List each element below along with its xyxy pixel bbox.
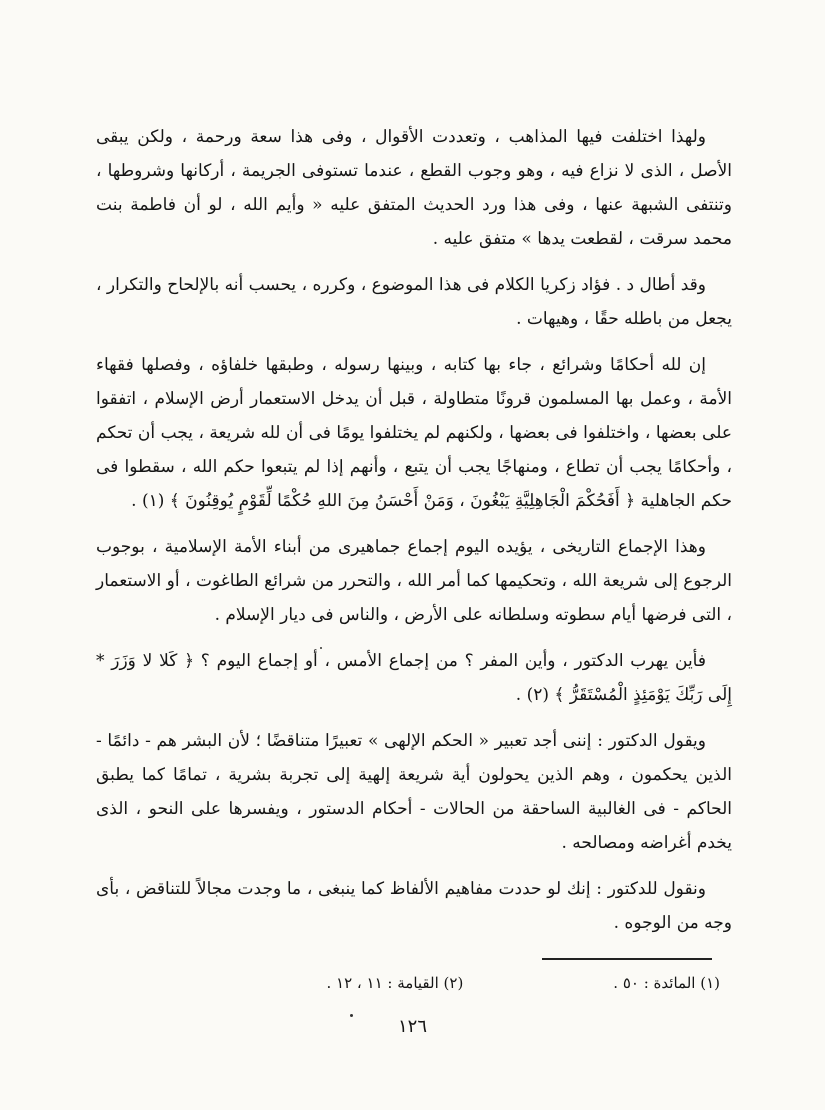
- paragraph-7: ونقول للدكتور : إنك لو حددت مفاهيم الألفاظ كما ينبغى ، ما وجدت مجالاً للتناقض ، بأى وجه من الوجوه .: [96, 879, 732, 933]
- footnotes: [120, 970, 720, 996]
- paragraph-2: وقد أطال د . فؤاد زكريا الكلام فى هذا الموضوع ، وكرره ، يحسب أنه بالإلحاح والتكرار ، يجعل من باطله حقًا ، وهيهات .: [96, 275, 732, 329]
- footnote-divider: [542, 958, 712, 960]
- footnote-1: (١) المائدة : ٥٠ .: [613, 974, 720, 992]
- paragraph-4: وهذا الإجماع التاريخى ، يؤيده اليوم إجماع جماهيرى من أبناء الأمة الإسلامية ، بوجوب الرجوع إلى شريعة الله ، وتحكيمها كما أمر الله ، والتحرر من شرائع الطاغوت ، أو الاستعمار ، التى فرضها أيام سطوته وسلطانه على الأرض ، والناس فى ديار الإسلام .: [96, 537, 732, 625]
- paragraph-3: إن لله أحكامًا وشرائع ، جاء بها كتابه ، وبينها رسوله ، وطبقها خلفاؤه ، وفصلها فقهاء الأمة ، وعمل بها المسلمون قرونًا متطاولة ، قبل أن يدخل الاستعمار أرض الإسلام ، اتفقوا على بعضها ، واختلفوا فى بعضها ، ولكنهم لم يختلفوا يومًا فى أن لله شريعة ، يجب أن تحكم ، وأحكامًا يجب أن تطاع ، ومنهاجًا يجب أن يتبع ، وأنهم إذا لم يتبعوا حكم الله ، سقطوا فى حكم الجاهلية ﴿ أَفَحُكْمَ الْجَاهِلِيَّةِ يَبْغُونَ ، وَمَنْ أَحْسَنُ مِنَ اللهِ حُكْمًا لِّقَوْمٍ يُوقِنُونَ ﴾ (١) .: [96, 355, 732, 511]
- paragraph-1: ولهذا اختلفت فيها المذاهب ، وتعددت الأقوال ، وفى هذا سعة ورحمة ، ولكن يبقى الأصل ، الذى لا نزاع فيه ، وهو وجوب القطع ، عندما تستوفى الجريمة ، أركانها وشروطها ، وتنتفى الشبهة عنها ، وفى هذا ورد الحديث المتفق عليه « وأيم الله ، لو أن فاطمة بنت محمد سرقت ، لقطعت يدها » متفق عليه .: [96, 127, 732, 249]
- scan-speck: [350, 1014, 353, 1017]
- footnote-2: (٢) القيامة : ١١ ، ١٢ .: [326, 974, 464, 992]
- page-number: ١٢٦: [397, 1016, 427, 1037]
- paragraph-5: فأين يهرب الدكتور ، وأين المفر ؟ من إجماع الأمس ، أو إجماع اليوم ؟ ﴿ كَلا لا وَزَرَ * إِلَى رَبِّكَ يَوْمَئِذٍ الْمُسْتَقَرُّ ﴾ (٢) .: [96, 651, 732, 705]
- main-text: [96, 120, 732, 952]
- scan-speck: [320, 647, 322, 649]
- paragraph-6: ويقول الدكتور : إننى أجد تعبير « الحكم الإلهى » تعبيرًا متناقضًا ؛ لأن البشر هم - دائمًا - الذين يحكمون ، وهم الذين يحولون أية شريعة إلهية إلى تجربة بشرية ، تمامًا كما يطبق الحاكم - فى الغالبية الساحقة من الحالات - أحكام الدستور ، ويفسرها على النحو ، الذى يخدم أغراضه ومصالحه .: [96, 731, 732, 853]
